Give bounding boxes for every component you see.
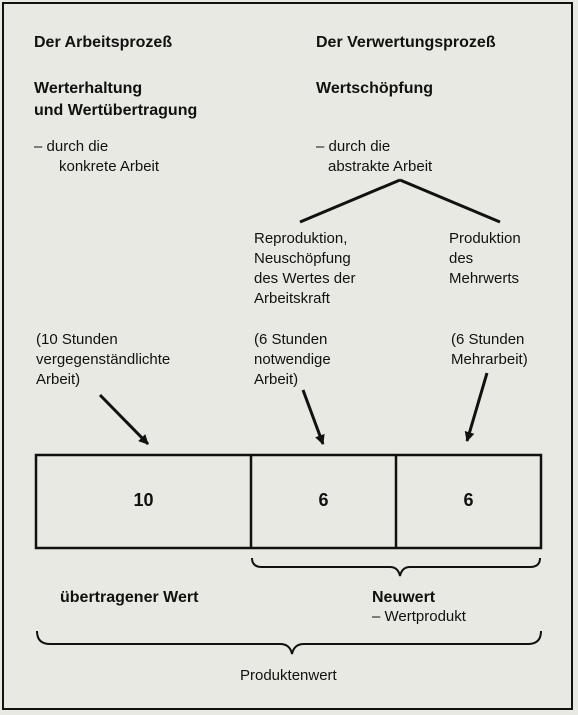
branch-reproduction-line: Arbeitskraft (254, 290, 330, 307)
arrow-to-box-10 (100, 395, 148, 444)
note-concrete-line1: – durch die (34, 138, 109, 155)
subheading-value-creation: Wertschöpfung (316, 80, 434, 97)
branch-surplus-line: Produktion (449, 230, 521, 247)
note-abstract-line1: – durch die (316, 138, 391, 155)
note-abstract-line2: abstrakte Arbeit (328, 158, 433, 175)
branch-reproduction-line: Reproduktion, (254, 230, 348, 247)
brace-new-value (252, 558, 540, 576)
label-product-value: Produktenwert (240, 667, 337, 684)
branch-line-right (400, 180, 500, 222)
hours-objectified-line: (10 Stunden (36, 331, 118, 348)
subheading-preservation-line1: Werterhaltung (34, 80, 143, 97)
note-concrete-line2: konkrete Arbeit (59, 158, 160, 175)
hours-necessary-line: (6 Stunden (254, 331, 328, 348)
box-necessary-hours: 6 (318, 490, 329, 510)
brace-product-value (37, 631, 541, 654)
hours-surplus-line: Mehrarbeit) (451, 351, 528, 368)
heading-labour-process: Der Arbeitsprozeß (34, 34, 173, 51)
hours-objectified-line: vergegenständlichte (36, 351, 171, 368)
label-value-product: – Wertprodukt (372, 608, 466, 625)
hours-objectified-line: Arbeit) (36, 371, 81, 388)
branch-surplus-line: des (449, 250, 474, 267)
subheading-preservation-line2: und Wertübertragung (34, 102, 198, 119)
arrow-to-box-surplus (467, 373, 487, 441)
heading-valorisation-process: Der Verwertungsprozeß (316, 34, 496, 51)
hours-necessary-line: Arbeit) (254, 371, 299, 388)
hours-necessary-line: notwendige (254, 351, 331, 368)
label-new-value: Neuwert (372, 589, 436, 606)
hours-surplus-line: (6 Stunden (451, 331, 525, 348)
arrow-to-box-necessary (303, 390, 323, 444)
branch-line-left (300, 180, 400, 222)
box-transferred-hours: 10 (133, 490, 154, 510)
branch-reproduction-line: des Wertes der (254, 270, 356, 287)
label-transferred-value: übertragener Wert (60, 589, 199, 606)
box-surplus-hours: 6 (463, 490, 474, 510)
branch-reproduction-line: Neuschöpfung (254, 250, 351, 267)
branch-surplus-line: Mehrwerts (449, 270, 520, 287)
